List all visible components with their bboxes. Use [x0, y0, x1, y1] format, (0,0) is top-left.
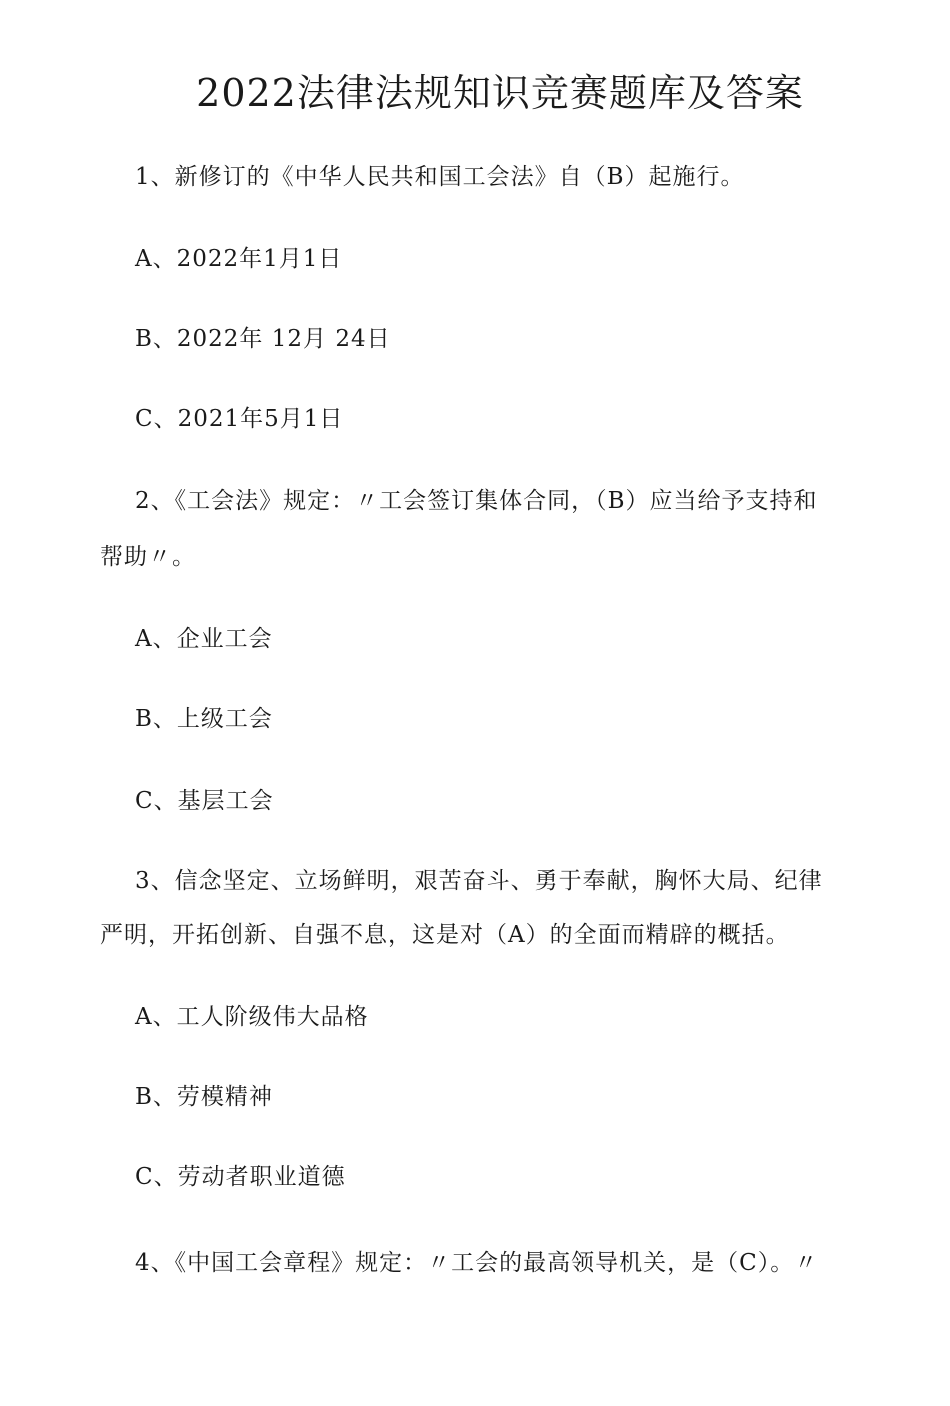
question-3-option-a: A、工人阶级伟大品格 [135, 1004, 369, 1030]
question-3-option-b: B、劳模精神 [135, 1084, 273, 1110]
question-3-option-c: C、劳动者职业道德 [135, 1164, 346, 1190]
question-4-text: 4、《中国工会章程》规定：〃工会的最高领导机关，是（C）。〃 [135, 1250, 819, 1276]
question-2-option-c: C、基层工会 [135, 788, 274, 814]
question-1-option-c: C、2021年5月1日 [135, 406, 344, 432]
question-2-option-a: A、企业工会 [135, 626, 273, 652]
question-3-text-cont: 严明，开拓创新、自强不息，这是对（A）的全面而精辟的概括。 [100, 922, 790, 948]
question-3-text: 3、信念坚定、立场鲜明，艰苦奋斗、勇于奉献，胸怀大局、纪律 [135, 868, 823, 894]
document-title: 2022法律法规知识竞赛题库及答案 [196, 71, 804, 115]
question-1-text: 1、新修订的《中华人民共和国工会法》自（B）起施行。 [135, 164, 745, 190]
question-2-text-cont: 帮助〃。 [100, 544, 196, 570]
question-2-text: 2、《工会法》规定：〃工会签订集体合同，（B）应当给予支持和 [135, 488, 818, 514]
question-1-option-b: B、2022年 12月 24日 [135, 326, 391, 352]
question-2-option-b: B、上级工会 [135, 706, 273, 732]
question-1-option-a: A、2022年1月1日 [135, 246, 343, 272]
